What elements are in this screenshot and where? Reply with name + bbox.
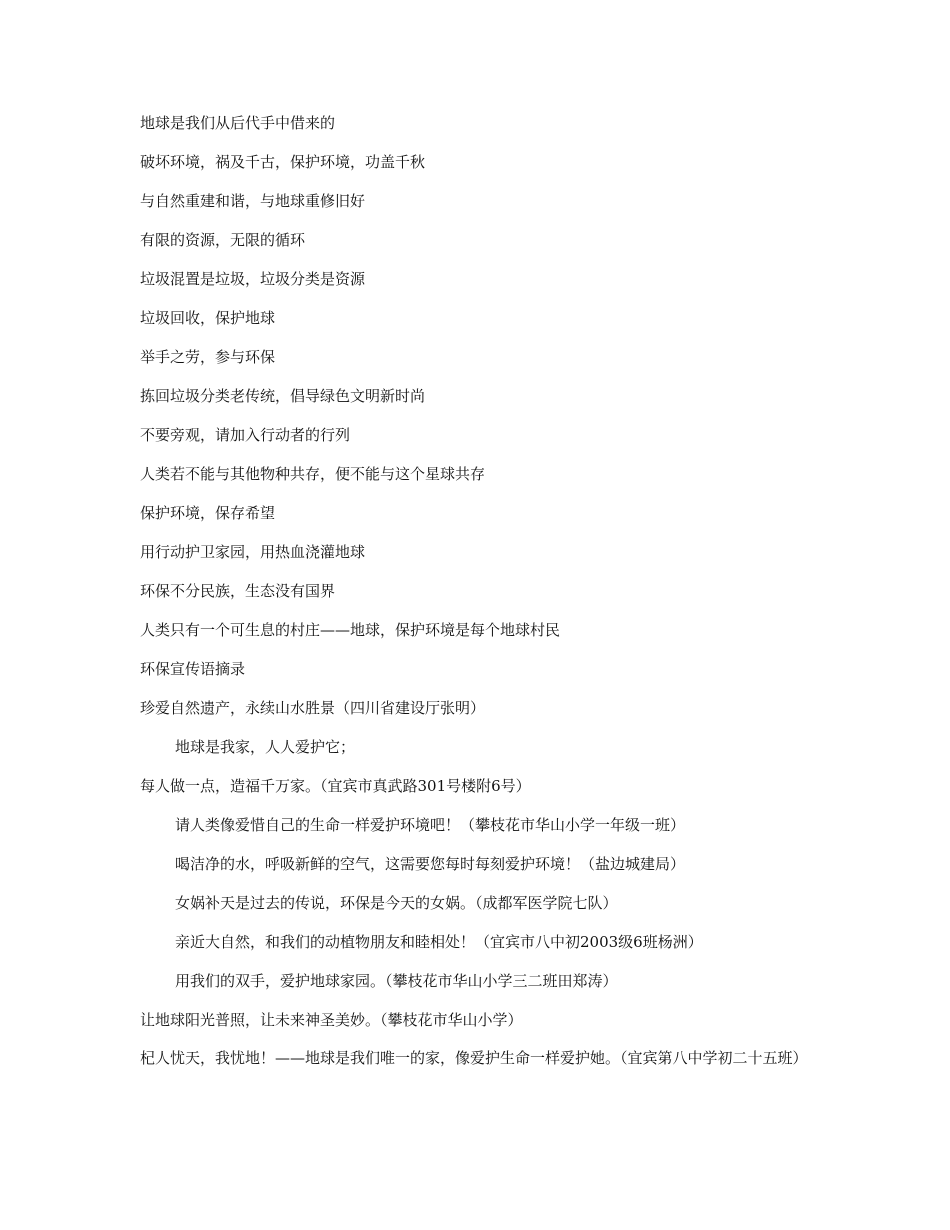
text-line: 请人类像爱惜自己的生命一样爱护环境吧！（攀枝花市华山小学一年级一班）	[175, 816, 686, 834]
text-line: 用行动护卫家园，用热血浇灌地球	[140, 543, 366, 561]
text-line: 珍爱自然遗产，永续山水胜景（四川省建设厅张明）	[140, 699, 486, 717]
text-line: 保护环境，保存希望	[140, 504, 276, 522]
text-line: 拣回垃圾分类老传统，倡导绿色文明新时尚	[140, 387, 426, 405]
text-line: 让地球阳光普照，让未来神圣美妙。（攀枝花市华山小学）	[140, 1011, 523, 1029]
text-line: 垃圾混置是垃圾，垃圾分类是资源	[140, 270, 366, 288]
text-line: 女娲补天是过去的传说，环保是今天的女娲。（成都军医学院七队）	[175, 894, 618, 912]
text-line: 喝洁净的水，呼吸新鲜的空气，这需要您每时每刻爱护环境！（盐边城建局）	[175, 855, 686, 873]
text-line: 杞人忧天，我忧地！——地球是我们唯一的家，像爱护生命一样爱护她。（宜宾第八中学初二十五班）	[140, 1049, 808, 1067]
text-line: 与自然重建和谐，与地球重修旧好	[140, 192, 366, 210]
text-line: 举手之劳，参与环保	[140, 348, 276, 366]
text-line: 破坏环境，祸及千古，保护环境，功盖千秋	[140, 153, 426, 171]
text-line: 有限的资源，无限的循环	[140, 231, 306, 249]
text-line: 地球是我们从后代手中借来的	[140, 114, 336, 132]
section-heading: 环保宣传语摘录	[140, 660, 246, 678]
text-line: 地球是我家，人人爱护它；	[175, 738, 356, 756]
text-line: 垃圾回收，保护地球	[140, 309, 276, 327]
text-line: 亲近大自然，和我们的动植物朋友和睦相处！（宜宾市八中初2003级6班杨洲）	[175, 933, 703, 951]
text-line: 每人做一点，造福千万家。（宜宾市真武路301号楼附6号）	[140, 777, 531, 795]
text-line: 人类只有一个可生息的村庄——地球，保护环境是每个地球村民	[140, 621, 561, 639]
text-line: 人类若不能与其他物种共存，便不能与这个星球共存	[140, 465, 486, 483]
text-line: 用我们的双手，爱护地球家园。（攀枝花市华山小学三二班田郑涛）	[175, 972, 618, 990]
text-line: 不要旁观，请加入行动者的行列	[140, 426, 351, 444]
text-line: 环保不分民族，生态没有国界	[140, 582, 336, 600]
